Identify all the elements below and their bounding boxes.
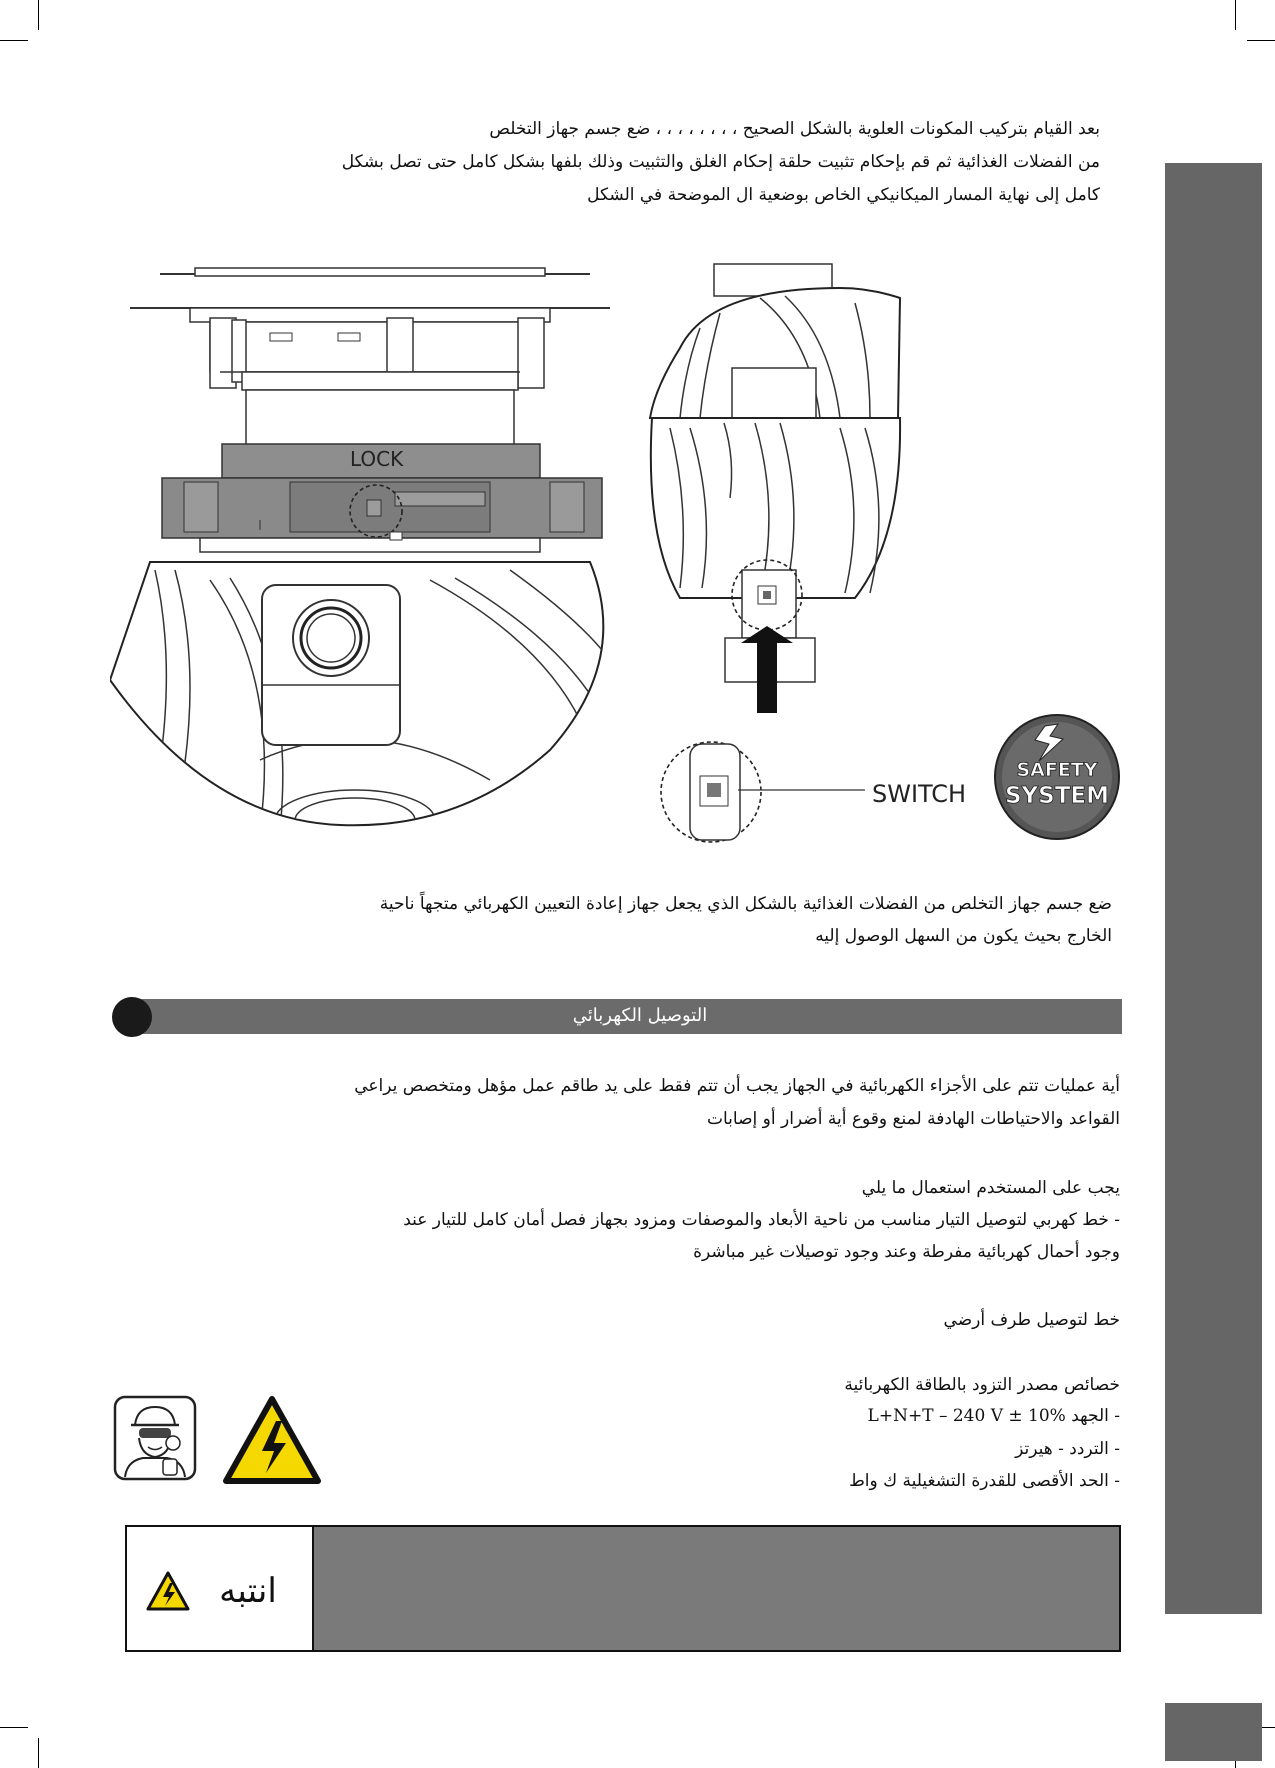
technician-icon [113, 1395, 197, 1481]
disposer-unit-illustration [640, 258, 1140, 848]
electrical-line: أية عمليات تتم على الأجزاء الكهربائية في الجهاز يجب أن تتم فقط على يد طاقم عمل مؤهل ومتخصص يراعي [354, 1076, 1120, 1096]
lock-ring-illustration [110, 260, 660, 830]
intro-line: بعد القيام بتركيب المكونات العلوية بالشكل الصحيح ، ، ، ، ، ، ، ، ضع جسم جهاز التخلص [489, 119, 1100, 139]
crop-mark [1247, 40, 1275, 41]
placement-line: الخارج بحيث يكون من السهل الوصول إليه [815, 926, 1112, 946]
requirements-line: - خط كهربي لتوصيل التيار مناسب من ناحية الأبعاد والموصفات ومزود بجهاز فصل أمان كامل للتيار عند [403, 1210, 1120, 1230]
power-supply-heading: خصائص مصدر التزود بالطاقة الكهربائية [844, 1375, 1120, 1395]
warning-hazard-icon [145, 1570, 191, 1612]
warning-content-area [313, 1527, 1119, 1650]
voltage-line: - الجهد L+N+T – 240 V ± 10% [867, 1406, 1120, 1426]
max-power-line: - الحد الأقصى للقدرة التشغيلية ك واط [849, 1471, 1120, 1491]
intro-line: كامل إلى نهاية المسار الميكانيكي الخاص بوضعية ال الموضحة في الشكل [587, 185, 1100, 205]
crop-mark [1235, 0, 1236, 30]
warning-divider [312, 1527, 314, 1650]
electric-hazard-icon [222, 1395, 322, 1485]
placement-paragraph [379, 893, 1112, 953]
crop-mark [0, 1727, 28, 1728]
section-title: التوصيل الكهربائي [572, 1005, 708, 1026]
earth-line-text [600, 1309, 1120, 1335]
warning-label: انتبه [219, 1571, 277, 1611]
badge-line2: SYSTEM [1004, 783, 1110, 809]
placement-line: ضع جسم جهاز التخلص من الفضلات الغذائية بالشكل الذي يجعل جهاز إعادة التعيين الكهربائي متجهاً ناحية [379, 894, 1112, 914]
safety-system-badge [995, 715, 1119, 839]
frequency-line: - التردد - هيرتز [1015, 1439, 1120, 1459]
crop-mark [0, 40, 28, 41]
lock-label: LOCK [350, 447, 404, 471]
electrical-paragraph [354, 1075, 1120, 1135]
user-requirements [380, 1177, 1120, 1277]
crop-mark [38, 1738, 39, 1768]
side-bar [1165, 163, 1262, 1614]
requirements-heading: يجب على المستخدم استعمال ما يلي [861, 1178, 1120, 1198]
page-number-tab [1165, 1703, 1262, 1761]
crop-mark [38, 0, 39, 30]
earth-line: خط لتوصيل طرف أرضي [943, 1310, 1120, 1330]
section-bullet [112, 997, 152, 1037]
electrical-line: القواعد والاحتياطات الهادفة لمنع وقوع أية أضرار أو إصابات [707, 1109, 1120, 1129]
badge-line1: SAFETY [1016, 759, 1098, 781]
intro-paragraph [341, 118, 1100, 208]
switch-label: SWITCH [872, 780, 967, 808]
requirements-line: وجود أحمال كهربائية مفرطة وعند وجود توصيلات غير مباشرة [693, 1242, 1120, 1262]
power-supply-characteristics [600, 1374, 1120, 1514]
intro-line: من الفضلات الغذائية ثم قم بإحكام تثبيت حلقة إحكام الغلق والتثبيت وذلك بلفها بشكل كامل حتى تصل بشكل [341, 152, 1100, 172]
